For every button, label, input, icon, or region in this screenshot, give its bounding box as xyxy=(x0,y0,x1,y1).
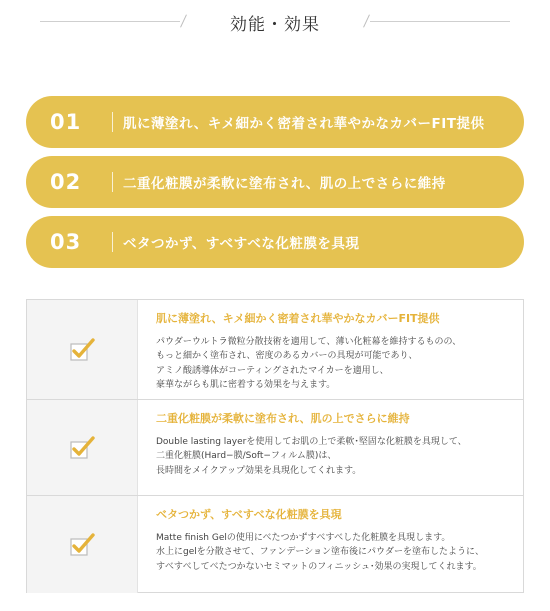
pill-separator xyxy=(112,112,113,132)
table-row xyxy=(27,495,523,593)
checkbox-check-icon xyxy=(69,436,95,460)
row-heading: ベタつかず、すべすべな化粧膜を具現 xyxy=(156,508,342,521)
table-row xyxy=(27,300,523,399)
row-line: Matte finish Gelの使用にべたつかずすべすべした化粧膜を具現します。 xyxy=(156,533,451,543)
title-divider-right xyxy=(370,21,510,22)
row-content xyxy=(138,496,523,593)
benefit-text: 二重化粧膜が柔軟に塗布され、肌の上でさらに維持 xyxy=(123,176,446,192)
pill-separator xyxy=(112,172,113,192)
benefit-number: 02 xyxy=(50,170,82,194)
row-content xyxy=(138,400,523,496)
checkbox-check-icon xyxy=(69,533,95,557)
page-title: 効能・効果 xyxy=(230,15,320,35)
benefit-number: 01 xyxy=(50,110,82,134)
row-line: パウダーウルトラ微粒分散技術を適用して、薄い化粧幕を維持するものの、 xyxy=(156,337,462,347)
row-line: Double lasting layerを使用してお肌の上で柔軟･堅固な化粧膜を具現して、 xyxy=(156,437,467,447)
row-heading: 肌に薄塗れ、キメ細かく密着され華やかなカバーFIT提供 xyxy=(156,312,440,325)
row-line: 二重化粧膜(Hard−膜/Soft−フィルム膜)は、 xyxy=(156,451,337,462)
check-cell xyxy=(27,300,138,399)
row-line: 豪華ながらも肌に密着する効果を与えます。 xyxy=(156,379,336,390)
benefit-number: 03 xyxy=(50,230,82,254)
row-line: アミノ酸誘導体がコーティングされたマイカーを適用し、 xyxy=(156,365,389,376)
pill-separator xyxy=(112,232,113,252)
benefit-pill-1 xyxy=(26,96,524,148)
section-title-bar xyxy=(0,0,550,42)
benefit-pill-3 xyxy=(26,216,524,268)
benefit-text: ベタつかず、すべすべな化粧膜を具現 xyxy=(123,236,360,252)
table-row xyxy=(27,399,523,496)
checkbox-check-icon xyxy=(69,338,95,362)
benefit-text: 肌に薄塗れ、キメ細かく密着され華やかなカバーFIT提供 xyxy=(123,116,485,132)
benefit-pill-2 xyxy=(26,156,524,208)
check-cell xyxy=(27,400,138,496)
row-line: 水上にgelを分散させて、ファンデーション塗布後にパウダーを塗布したように、 xyxy=(156,547,484,558)
row-line: もっと細かく塗布され、密度のあるカバーの具現が可能であり、 xyxy=(156,351,418,362)
row-heading: 二重化粧膜が柔軟に塗布され、肌の上でさらに維持 xyxy=(156,412,410,425)
row-line: すべすべしてべたつかないセミマットのフィニッシュ･効果の実現してくれます。 xyxy=(156,561,482,572)
detail-table xyxy=(26,299,524,593)
row-content xyxy=(138,300,523,399)
row-line: 長時間をメイクアップ効果を具現化してくれます。 xyxy=(156,465,362,476)
check-cell xyxy=(27,496,138,593)
